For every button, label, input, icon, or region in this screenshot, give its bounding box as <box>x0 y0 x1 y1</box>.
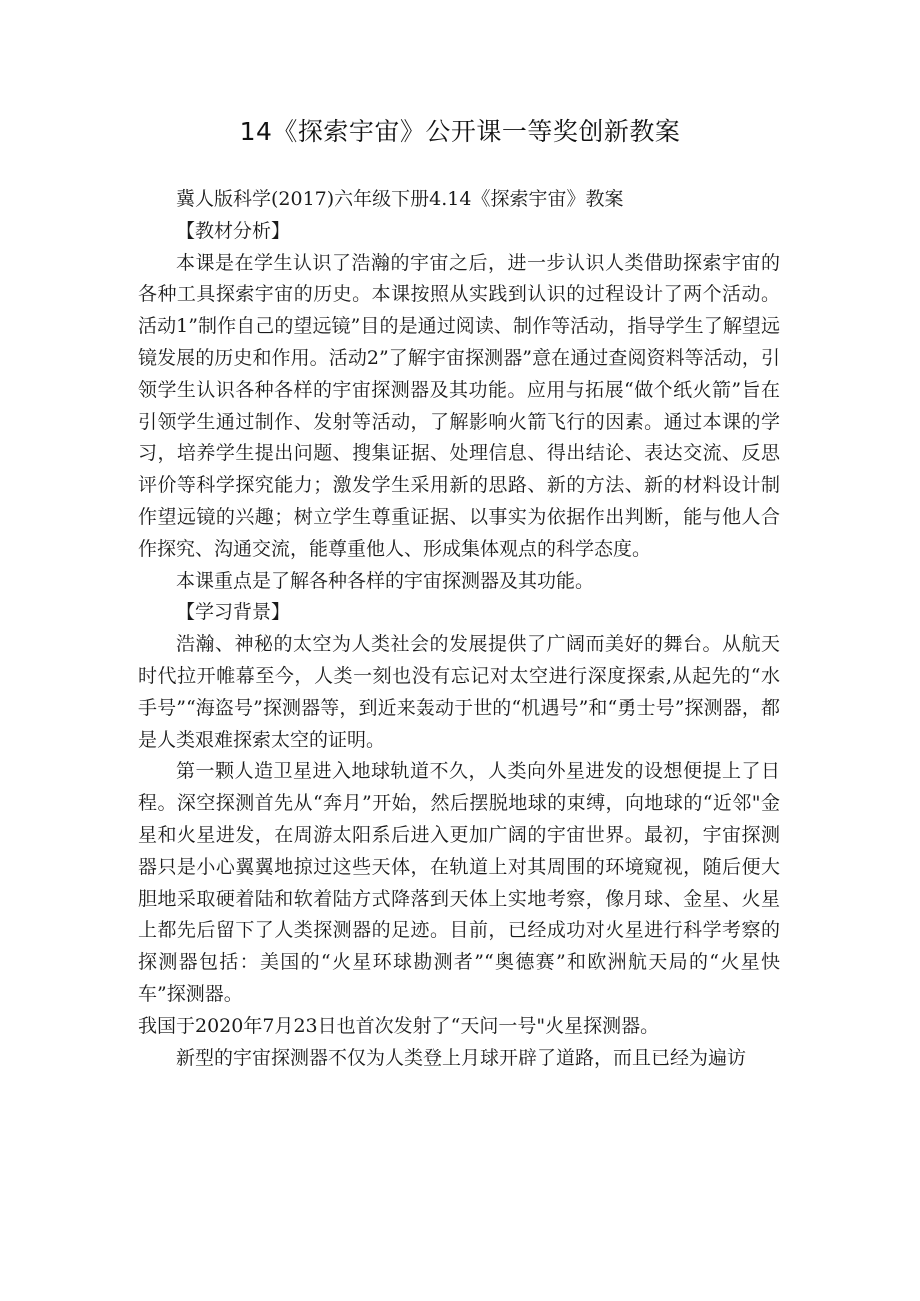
background-paragraph: 新型的宇宙探测器不仅为人类登上月球开辟了道路，而且已经为遍访 <box>176 1046 747 1069</box>
analysis-key-point: 本课重点是了解各种各样的宇宙探测器及其功能。 <box>176 569 595 592</box>
background-heading: 【学习背景】 <box>176 601 291 624</box>
analysis-paragraph: 本课是在学生认识了浩瀚的宇宙之后，进一步认识人类借助探索宇宙的各种工具探索宇宙的历史。本课按照从实践到认识的过程设计了两个活动。活动1”制作自己的望远镜”目的是通过阅读、制作等活动，指导学生了解望远镜发展的历史和作用。活动2”了解宇宙探测器”意在通过查阅资料等活动，引领学生认识各种各样的宇宙探测器及其功能。应用与拓展“做个纸火箭”旨在引领学生通过制作、发射等活动，了解影响火箭飞行的因素。通过本课的学习，培养学生提出问题、搜集证据、处理信息、得出结论、表达交流、反思评价等科学探究能力；激发学生采用新的思路、新的方法、新的材料设计制作望远镜的兴趣；树立学生尊重证据、以事实为依据作出判断，能与他人合作探究、沟通交流，能尊重他人、形成集体观点的科学态度。 <box>138 251 780 560</box>
background-paragraph: 浩瀚、神秘的太空为人类社会的发展提供了广阔而美好的舞台。从航天时代拉开帷幕至今，人类一刻也没有忘记对太空进行深度探索,从起先的“水手号”“海盗号”探测器等，到近来轰动于世的“机遇号”和“勇士号”探测器，都是人类艰难探索太空的证明。 <box>138 633 780 751</box>
background-paragraph: 第一颗人造卫星进入地球轨道不久，人类向外星进发的设想便提上了日程。深空探测首先从“奔月”开始，然后摆脱地球的束缚，向地球的“近邻"金星和火星进发，在周游太阳系后进入更加广阔的宇宙世界。最初，宇宙探测器只是小心翼翼地掠过这些天体，在轨道上对其周围的环境窥视，随后便大胆地采取硬着陆和软着陆方式降落到天体上实地考察，像月球、金星、火星上都先后留下了人类探测器的足迹。目前，已经成功对火星进行科学考察的探测器包括：美国的“火星环球勘测者”“奥德赛”和欧洲航天局的“火星快车”探测器。 <box>138 760 780 1005</box>
document-subtitle: 冀人版科学(2017)六年级下册4.14《探索宇宙》教案 <box>176 188 624 210</box>
document-body <box>138 184 780 1074</box>
document-title: 14《探索宇宙》公开课一等奖创新教案 <box>239 117 681 146</box>
background-paragraph: 我国于2020年7月23日也首次发射了“天问一号"火星探测器。 <box>138 1014 660 1037</box>
analysis-heading: 【教材分析】 <box>176 219 291 242</box>
